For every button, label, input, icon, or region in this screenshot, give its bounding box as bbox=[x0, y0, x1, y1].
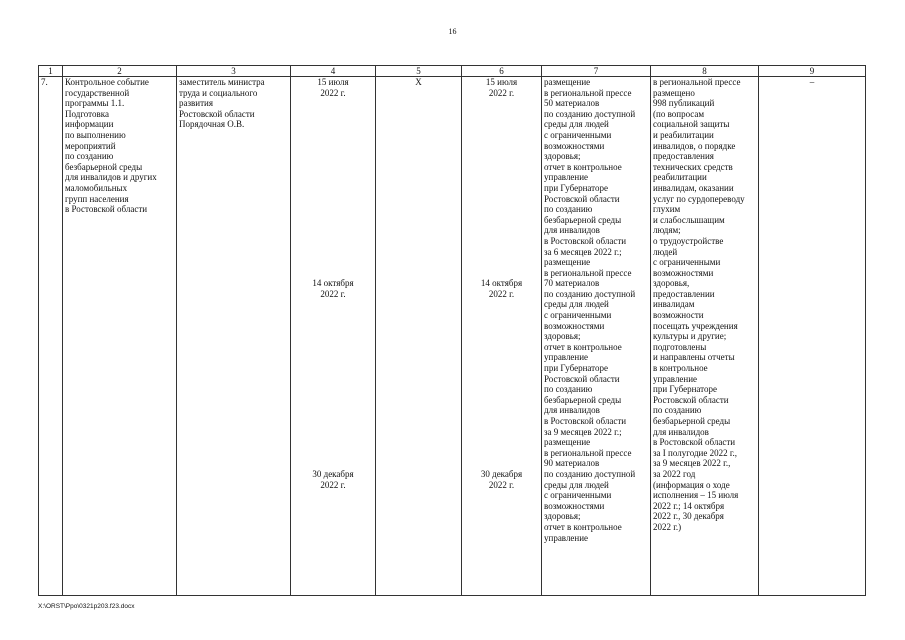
planned-date-2: 14 октября 2022 г. bbox=[312, 278, 354, 299]
planned-date-3: 30 декабря 2022 г. bbox=[312, 469, 354, 490]
column-number: 3 bbox=[177, 66, 291, 77]
column-number: 1 bbox=[39, 66, 63, 77]
event-description: Контрольное событие государственной программы 1.1. Подготовка информации по выполнению мероприятий по созданию безбарьерной среды для инвалидов и других маломобильных групп населения в Ростовской области bbox=[63, 77, 177, 596]
actual-date-1: 15 июля 2022 г. bbox=[485, 77, 518, 98]
column-number: 2 bbox=[63, 66, 177, 77]
planned-result: размещение в региональной прессе 50 материалов по созданию доступной среды для людей с ограниченными возможностями здоровья; отчет в контрольное управление при Губернаторе Ростовской области по созданию безбарьерной среды для инвалидов в Ростовской области за 6 месяцев 2022 г.; размещение в региональной прессе 70 материалов по созданию доступной среды для людей с ограниченными возможностями здоровья; отчет в контрольное управление при Губернаторе Ростовской области по созданию безбарьерной среды для инвалидов в Ростовской области за 9 месяцев 2022 г.; размещение в региональной прессе 90 материалов по созданию доступной среды для людей с ограниченными возможностями здоровья; отчет в контрольное управление bbox=[542, 77, 651, 596]
file-path-footer: X:\ORST\Ppo\0321p203.f23.docx bbox=[38, 603, 135, 610]
column-5-value: Х bbox=[376, 77, 462, 596]
actual-date-3: 30 декабря 2022 г. bbox=[480, 469, 523, 490]
actual-dates-cell bbox=[462, 77, 542, 596]
column-number: 9 bbox=[759, 66, 866, 77]
column-number: 7 bbox=[542, 66, 651, 77]
column-9-value: – bbox=[759, 77, 866, 596]
actual-result: в региональной прессе размещено 998 публикаций (по вопросам социальной защиты и реабилитации инвалидов, о порядке предоставления технических средств реабилитации инвалидам, оказании услуг по сурдопереводу глухим и слабослышащим людям; о трудоустройстве людей с ограниченными возможностями здоровья, предоставлении инвалидам возможности посещать учреждения культуры и другие; подготовлены и направлены отчеты в контрольное управление при Губернаторе Ростовской области по созданию безбарьерной среды для инвалидов в Ростовской области за I полугодие 2022 г., за 9 месяцев 2022 г., за 2022 год (информация о ходе исполнения – 15 июля 2022 г.; 14 октября 2022 г., 30 декабря 2022 г.) bbox=[651, 77, 759, 596]
column-number: 6 bbox=[462, 66, 542, 77]
report-table bbox=[38, 65, 866, 596]
row-number: 7. bbox=[39, 77, 63, 596]
planned-date-1: 15 июля 2022 г. bbox=[317, 77, 349, 98]
column-number-row bbox=[39, 66, 866, 77]
column-number: 5 bbox=[376, 66, 462, 77]
column-number: 8 bbox=[651, 66, 759, 77]
planned-dates-cell bbox=[291, 77, 376, 596]
actual-date-2: 14 октября 2022 г. bbox=[480, 278, 523, 299]
page-number: 16 bbox=[448, 27, 457, 36]
responsible-person: заместитель министра труда и социального развития Ростовской области Порядочная О.В. bbox=[177, 77, 291, 596]
column-number: 4 bbox=[291, 66, 376, 77]
table-row bbox=[39, 77, 866, 596]
